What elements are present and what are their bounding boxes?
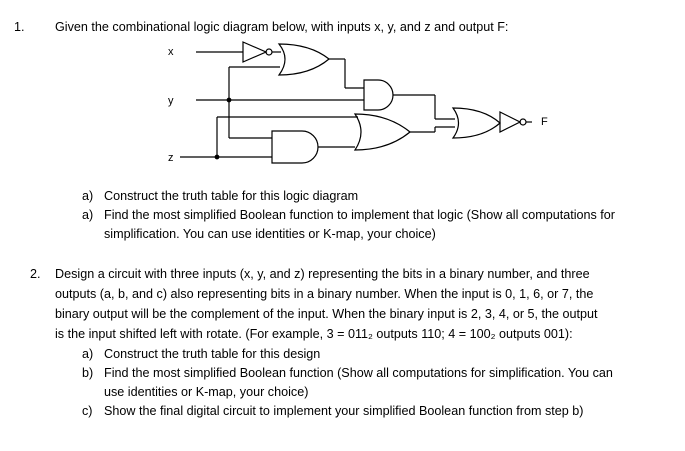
q1-part-b-text-line-2: simplification. You can use identities or K-map, your choice) [104,227,436,241]
or-gate-2 [355,114,410,150]
q2-line-1: Design a circuit with three inputs (x, y, and z) representing the bits in a binary number, and three [55,267,590,281]
output-label-f: F [541,116,548,128]
input-label-z: z [168,152,174,164]
question-2-number: 2. [30,267,41,281]
q2-line-4: is the input shifted left with rotate. (For example, 3 = 011₂ outputs 110; 4 = 100₂ outputs 001): [55,327,573,341]
q2-part-a-marker: a) [82,347,94,361]
q2-part-b-text-line-1: Find the most simplified Boolean function (Show all computations for simplification. You can [104,366,613,380]
or-gate-1 [279,44,329,75]
question-1-prompt: Given the combinational logic diagram below, with inputs x, y, and z and output F: [55,20,509,34]
and-gate-1 [364,80,393,110]
and-gate-2 [272,131,318,163]
question-1-number: 1. [14,20,25,34]
q1-part-b-text-line-1: Find the most simplified Boolean function to implement that logic (Show all computations for [104,208,615,222]
q1-part-a-marker: a) [82,189,94,203]
q2-line-2: outputs (a, b, and c) also representing bits in a binary number. When the input is 0, 1, 6, or 7, the [55,287,594,301]
q1-part-a-text: Construct the truth table for this logic diagram [104,189,359,203]
q2-part-b-marker: b) [82,366,94,380]
logic-diagram [0,0,685,200]
q2-line-3: binary output will be the complement of the input. When the binary input is 2, 3, 4, or 5, the output [55,307,598,321]
input-label-x: x [168,46,174,58]
q1-part-b-marker: a) [82,208,94,222]
or-gate-3 [453,108,500,138]
not-gate-output [500,112,520,132]
q2-part-b-text-line-2: use identities or K-map, your choice) [104,385,309,399]
q2-part-c-marker: c) [82,404,93,418]
q2-part-c-text: Show the final digital circuit to implement your simplified Boolean function from step b) [104,404,584,418]
not-gate-x [243,42,272,62]
input-label-y: y [168,95,174,107]
q2-part-a-text: Construct the truth table for this design [104,347,321,361]
